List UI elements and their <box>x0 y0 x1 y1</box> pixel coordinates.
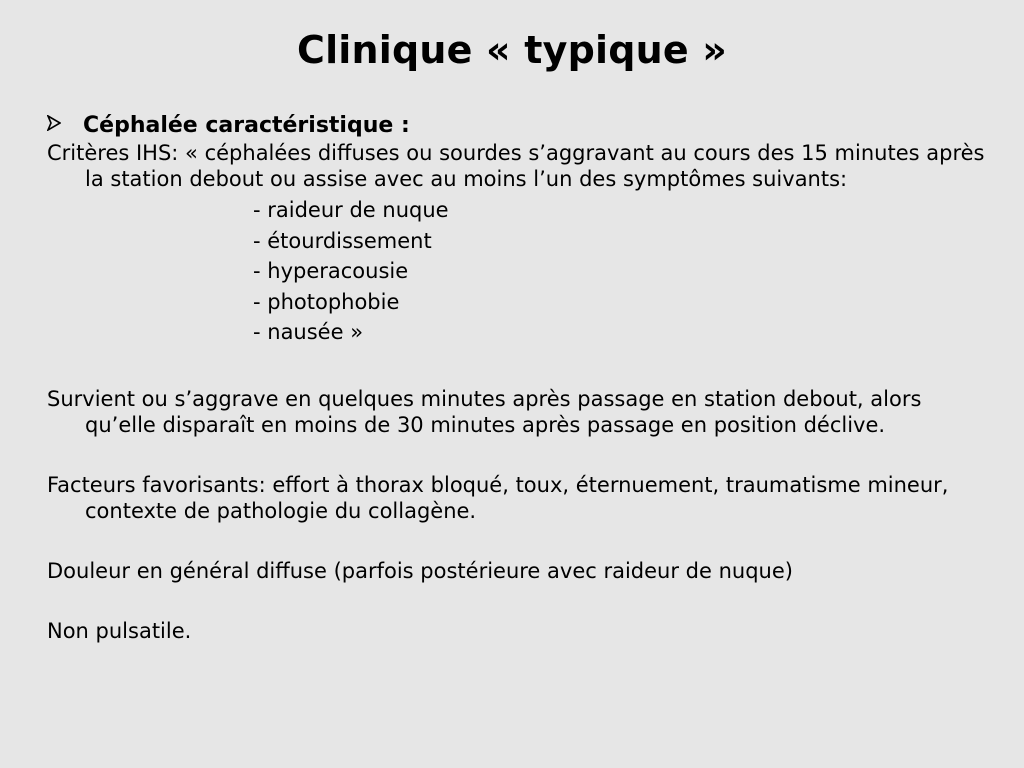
symptom-item: - nausée » <box>253 320 364 344</box>
spacer <box>47 524 987 558</box>
pulse-paragraph: Non pulsatile. <box>47 618 192 643</box>
section-heading-text: Céphalée caractéristique : <box>83 112 410 138</box>
spacer <box>47 348 987 386</box>
slide-content <box>47 110 987 644</box>
symptom-item: - photophobie <box>253 289 400 314</box>
criteria-paragraph: Critères IHS: « céphalées diffuses ou sourdes s’aggravant au cours des 15 minutes après la station debout ou assise avec au moins l’un des symptômes suivants: <box>47 141 985 191</box>
slide-title: Clinique « typique » <box>296 28 727 72</box>
spacer <box>47 584 987 618</box>
arrowhead-bullet-icon <box>47 115 83 136</box>
symptom-list <box>47 195 987 348</box>
symptom-item: - étourdissement <box>253 228 432 253</box>
symptom-item: - hyperacousie <box>253 259 409 283</box>
onset-paragraph: Survient ou s’aggrave en quelques minutes après passage en station debout, alors qu’elle disparaît en moins de 30 minutes après passage en position déclive. <box>47 386 922 437</box>
pain-paragraph: Douleur en général diffuse (parfois postérieure avec raideur de nuque) <box>47 558 793 583</box>
section-heading <box>47 110 987 140</box>
symptom-item: - raideur de nuque <box>253 198 449 222</box>
factors-paragraph: Facteurs favorisants: effort à thorax bloqué, toux, éternuement, traumatisme mineur, contexte de pathologie du collagène. <box>47 472 949 523</box>
spacer <box>47 438 987 472</box>
arrowhead-bullet-shape <box>47 115 61 131</box>
